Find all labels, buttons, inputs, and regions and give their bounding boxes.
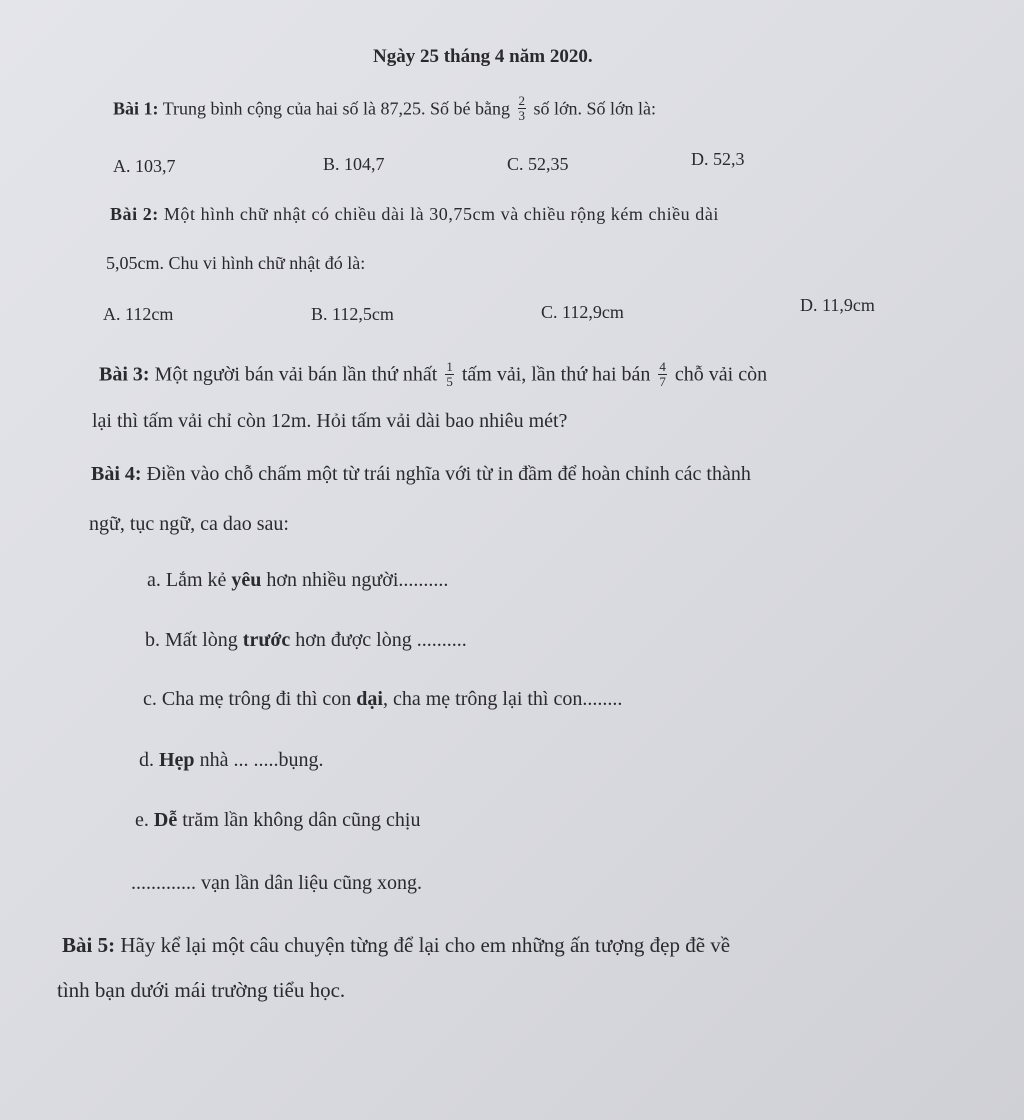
bai1-option-b: B. 104,7 (323, 154, 385, 174)
bai2-option-c: C. 112,9cm (541, 302, 624, 322)
bai3-question-line2: lại thì tấm vải chỉ còn 12m. Hỏi tấm vải dài bao nhiêu mét? (92, 410, 568, 432)
bai5-question-line2: tình bạn dưới mái trường tiểu học. (57, 978, 346, 1002)
bai4-text-line1: Điền vào chỗ chấm một từ trái nghĩa với từ in đầm để hoàn chỉnh các thành (141, 463, 751, 485)
bai4-item-e-bold: Dễ (153, 809, 178, 831)
bai1-option-a: A. 103,7 (113, 156, 176, 176)
bai4-item-b: b. Mất lòng trước hơn được lòng .......... (145, 629, 467, 651)
bai4-item-c: c. Cha mẹ trông đi thì con dại, cha mẹ trông lại thì con........ (143, 688, 623, 710)
bai5-text-line1: Hãy kể lại một câu chuyện từng để lại cho em những ấn tượng đẹp đẽ về (115, 933, 731, 957)
bai2-label: Bài 2: (110, 204, 159, 224)
bai4-item-a-bold: yêu (231, 569, 262, 591)
bai4-item-c-bold: dại (356, 688, 383, 710)
bai3-text-b: tấm vải, lần thứ hai bán (456, 363, 656, 386)
bai4-item-d: d. Hẹp nhà ... .....bụng. (139, 749, 324, 771)
bai1-option-d: D. 52,3 (691, 149, 745, 169)
bai3-text-c: chỗ vải còn (669, 363, 768, 386)
bai2-option-a: A. 112cm (103, 304, 174, 324)
bai1-fraction: $\frac{2}{3}$ (518, 93, 525, 123)
bai4-item-a: a. Lắm kẻ yêu hơn nhiều người.......... (147, 569, 449, 591)
bai4-question-line2: ngữ, tục ngữ, ca dao sau: (89, 513, 289, 535)
bai1-option-c: C. 52,35 (507, 154, 569, 174)
bai4-item-e: e. Dễ trăm lần không dân cũng chịu (135, 809, 421, 831)
bai5-label: Bài 5: (62, 933, 116, 957)
bai2-question-line2: 5,05cm. Chu vi hình chữ nhật đó là: (106, 253, 366, 273)
bai1-question (113, 93, 657, 124)
bai3-question-line1 (99, 359, 768, 390)
bai1-label: Bài 1: (113, 98, 159, 119)
bai4-item-e-line2: ............. vạn lần dân liệu cũng xong. (131, 872, 423, 894)
bai1-text-b: số lớn. Số lớn là: (529, 98, 657, 119)
bai1-text-a: Trung bình cộng của hai số là 87,25. Số bé bằng (158, 98, 515, 119)
date-heading: Ngày 25 tháng 4 năm 2020. (373, 46, 593, 67)
bai3-text-a: Một người bán vải bán lần thứ nhất (149, 363, 443, 386)
bai4-item-b-bold: trước (242, 629, 291, 651)
bai3-label: Bài 3: (99, 363, 150, 386)
bai4-item-d-bold: Hẹp (159, 749, 195, 771)
bai4-label: Bài 4: (91, 463, 142, 485)
bai2-question-line1 (110, 205, 719, 223)
bai4-question-line1 (91, 464, 751, 484)
bai2-text-line1: Một hình chữ nhật có chiều dài là 30,75cm và chiều rộng kém chiều dài (158, 204, 719, 224)
bai3-fraction-1: $\frac{1}{5}$ (446, 359, 453, 389)
bai2-option-d: D. 11,9cm (800, 295, 875, 315)
bai3-fraction-2: $\frac{4}{7}$ (659, 359, 666, 389)
bai5-question-line1 (62, 935, 730, 956)
bai2-option-b: B. 112,5cm (311, 304, 394, 324)
